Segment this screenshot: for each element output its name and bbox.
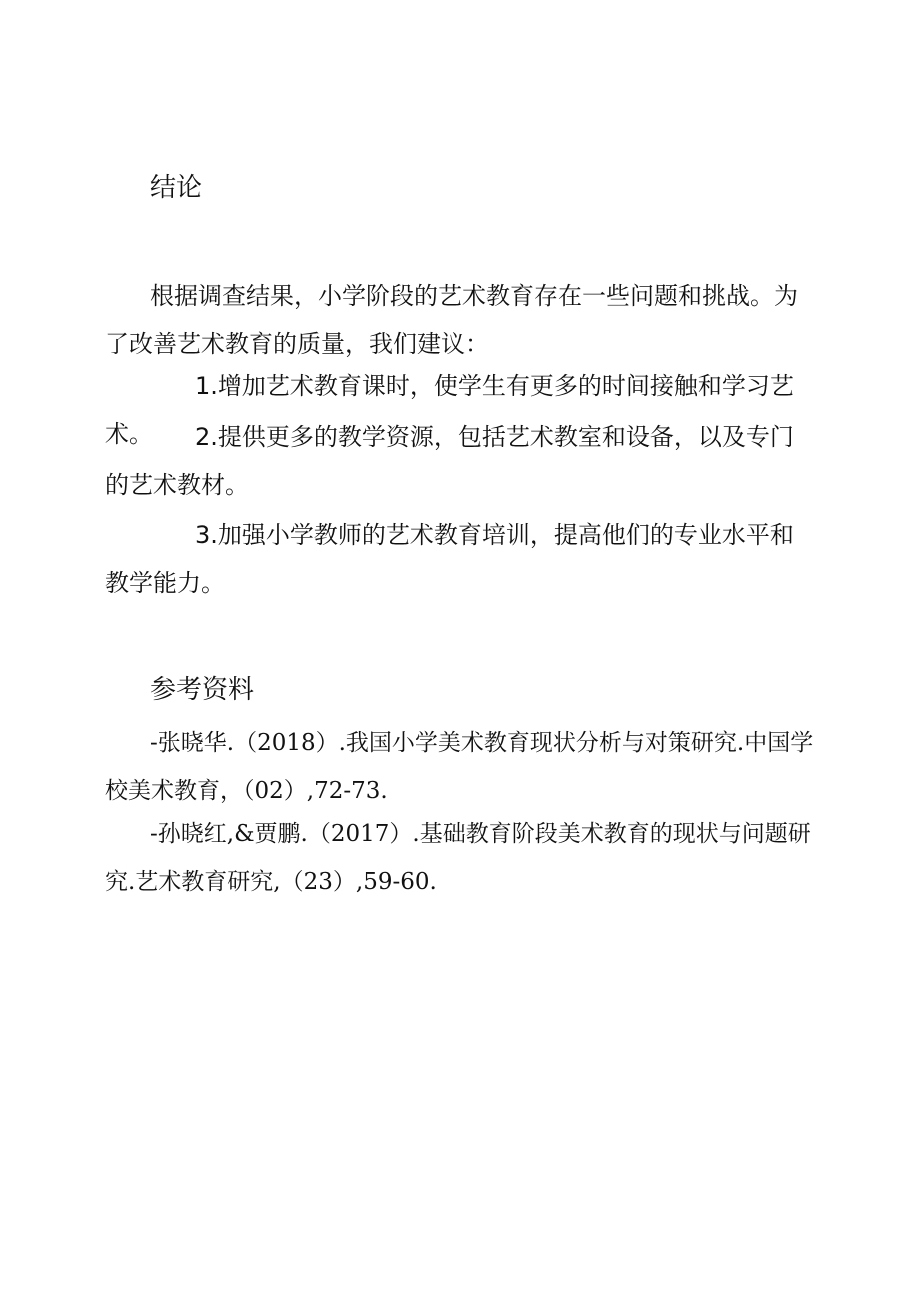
- recommendation-number: 2: [195, 423, 211, 451]
- recommendation-text: .加强小学教师的艺术教育培训，提高他们的专业水平和教学能力。: [105, 521, 794, 597]
- conclusion-heading: 结论: [150, 173, 203, 203]
- recommendation-text: .提供更多的教学资源，包括艺术教室和设备，以及专门的艺术教材。: [105, 423, 794, 499]
- recommendation-item-2: [105, 413, 817, 509]
- recommendation-item-3: [105, 511, 817, 607]
- references-heading: 参考资料: [150, 675, 255, 705]
- recommendation-text: .增加艺术教育课时，使学生有更多的时间接触和学习艺术。: [105, 372, 794, 448]
- conclusion-intro: 根据调查结果，小学阶段的艺术教育存在一些问题和挑战。为了改善艺术教育的质量，我们建议：: [105, 282, 798, 358]
- reference-item-1: -张晓华.（2018）.我国小学美术教育现状分析与对策研究.中国学校美术教育，（02）,72-73.: [105, 730, 814, 804]
- reference-item-2: -孙晓红,&贾鹏.（2017）.基础教育阶段美术教育的现状与问题研究.艺术教育研究,（23）,59-60.: [105, 821, 811, 895]
- recommendation-number: 3: [195, 521, 211, 549]
- recommendation-number: 1: [195, 372, 211, 400]
